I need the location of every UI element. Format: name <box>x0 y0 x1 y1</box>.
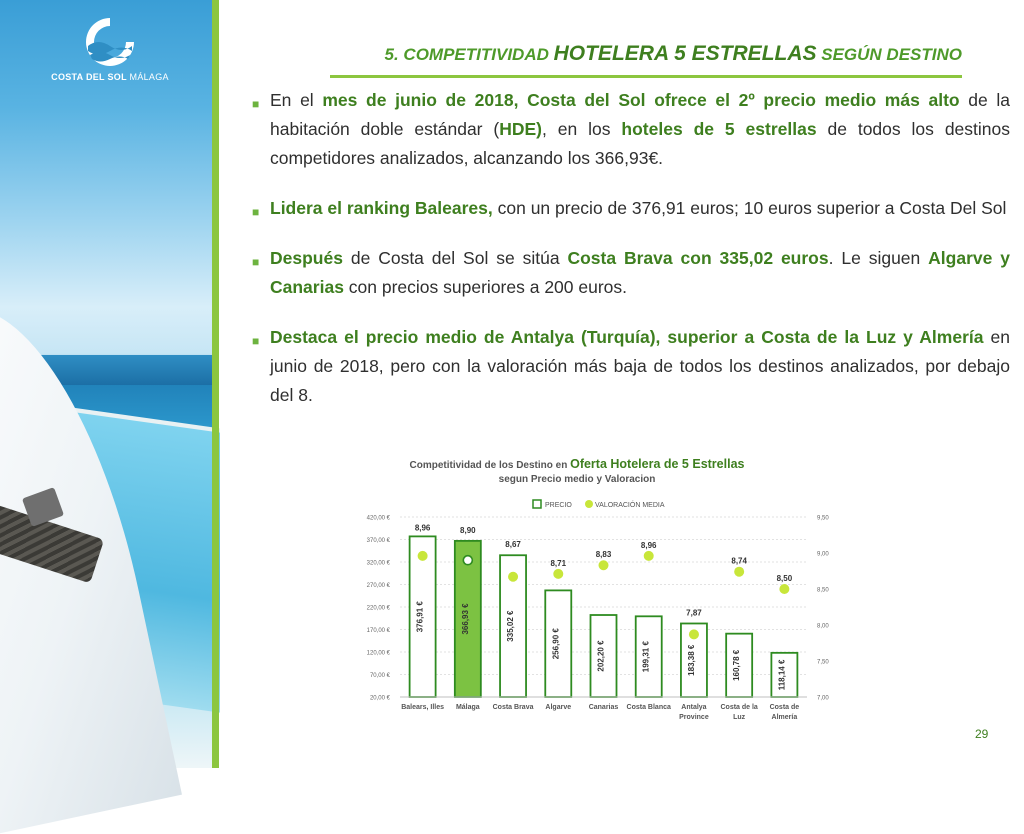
price-bar-label: 118,14 € <box>777 659 787 691</box>
x-axis-category-label: Canarias <box>588 704 619 711</box>
x-axis-category-label: Algarve <box>545 704 572 711</box>
bullet-item <box>250 244 1010 302</box>
y-left-tick-label: 270,00 € <box>366 583 390 589</box>
rating-label: 8,50 <box>776 574 793 583</box>
rating-marker <box>463 556 472 565</box>
brand-logo <box>40 16 180 82</box>
bullet-item <box>250 194 1010 223</box>
bullet-text: En el <box>270 90 323 110</box>
rating-marker <box>508 572 518 582</box>
bullet-text: Algarve y Canarias <box>270 248 1010 297</box>
price-bar-label: 366,93 € <box>460 603 470 635</box>
y-right-tick-label: 7,00 <box>817 695 829 702</box>
rating-marker <box>418 551 428 561</box>
bullet-text: Después <box>270 248 343 268</box>
rating-marker <box>779 584 789 594</box>
rating-label: 8,74 <box>731 556 747 566</box>
rating-label: 8,90 <box>460 525 476 535</box>
bullet-text: con precios superiores a 200 euros. <box>343 277 628 297</box>
chart-canvas <box>355 452 829 727</box>
bullet-text: mes de junio de 2018, Costa del Sol ofrece el 2º precio medio más alto <box>322 90 960 110</box>
y-left-tick-label: 70,00 € <box>369 673 390 679</box>
legend-swatch-precio <box>533 500 541 508</box>
y-left-tick-label: 120,00 € <box>366 650 390 657</box>
wave-logo-icon <box>82 16 138 68</box>
price-bar-label: 335,02 € <box>506 610 516 642</box>
chart-title-highlight: Oferta Hotelera de 5 Estrellas <box>570 457 745 471</box>
bullet-text: HDE) <box>499 119 543 139</box>
bullet-marker-icon: ■ <box>252 205 260 219</box>
chart-title <box>410 457 745 471</box>
chart-title-prefix: Competitividad de los Destino en <box>409 460 571 471</box>
price-bar-label: 202,20 € <box>596 640 606 672</box>
x-axis-category-label: Almería <box>771 714 798 721</box>
x-axis-category-label: Costa Brava <box>492 704 534 711</box>
y-right-tick-label: 8,00 <box>817 623 829 630</box>
rating-marker <box>734 567 744 577</box>
bullet-text: hoteles de 5 estrellas <box>621 119 817 139</box>
x-axis-category-label: Luz <box>733 714 746 721</box>
rating-label: 8,96 <box>414 523 431 533</box>
bullet-text: de Costa del Sol se sitúa <box>342 248 568 268</box>
x-axis-category-label: Antalya <box>681 704 707 711</box>
y-left-tick-label: 370,00 € <box>366 538 390 544</box>
legend-label-precio: PRECIO <box>545 502 572 509</box>
x-axis-category-label: Balears, Illes <box>401 704 445 711</box>
rating-label: 8,96 <box>640 540 657 550</box>
bullet-item <box>250 323 1010 410</box>
page-title: 5. COMPETITIVIDAD HOTELERA 5 ESTRELLAS SEGÚN DESTINO <box>384 42 962 65</box>
rating-label: 8,67 <box>505 540 521 550</box>
bullet-text: con un precio de 376,91 euros; 10 euros superior a Costa Del Sol <box>492 198 1007 218</box>
green-divider <box>212 0 219 768</box>
bullet-text: Costa Brava con 335,02 euros <box>567 248 829 268</box>
bullet-text: . Le siguen <box>828 248 929 268</box>
bullet-marker-icon: ■ <box>252 334 260 348</box>
y-right-tick-label: 9,00 <box>817 551 829 558</box>
bullet-marker-icon: ■ <box>252 97 260 111</box>
bullet-item <box>250 86 1010 173</box>
x-axis-category-label: Málaga <box>455 704 480 711</box>
title-underline <box>330 75 962 78</box>
rating-label: 8,83 <box>595 550 612 560</box>
price-bar-label: 256,90 € <box>551 628 561 660</box>
bullet-text: de la habitación doble estándar ( <box>270 90 1010 139</box>
bullet-text: , en los <box>542 119 622 139</box>
rating-label: 7,87 <box>686 608 702 618</box>
price-bar-label: 160,78 € <box>732 649 742 681</box>
bullet-text: Destaca el precio medio de Antalya (Turquía), superior a Costa de la Luz y Almería <box>270 327 984 347</box>
y-left-tick-label: 20,00 € <box>369 695 390 702</box>
rating-marker <box>599 560 609 570</box>
x-axis-category-label: Costa de la <box>720 704 758 711</box>
y-left-tick-label: 220,00 € <box>366 605 390 612</box>
price-bar-label: 376,91 € <box>415 601 425 633</box>
bullet-text: Lidera el ranking Baleares, <box>270 198 493 218</box>
y-left-tick-label: 420,00 € <box>366 515 390 522</box>
bullet-list <box>250 86 1010 431</box>
y-right-tick-label: 7,50 <box>817 659 829 666</box>
bullet-text: de todos los destinos competidores analizados, alcanzando los 366,93€. <box>270 119 1010 168</box>
price-bar-label: 199,31 € <box>641 641 651 673</box>
y-right-tick-label: 9,50 <box>817 515 829 522</box>
y-left-tick-label: 320,00 € <box>366 560 390 567</box>
legend-swatch-valoracion <box>585 500 593 508</box>
bullet-text: en junio de 2018, pero con la valoración más baja de todos los destinos analizados, por debajo del 8. <box>270 327 1011 405</box>
y-right-tick-label: 8,50 <box>817 587 829 594</box>
x-axis-category-label: Costa de <box>769 704 800 711</box>
chart-subtitle: segun Precio medio y Valoracion <box>498 474 656 485</box>
rating-marker <box>689 629 699 639</box>
price-rating-chart <box>355 452 829 727</box>
x-axis-category-label: Costa Blanca <box>626 704 671 711</box>
brand-name: COSTA DEL SOL MÁLAGA <box>51 72 169 82</box>
y-left-tick-label: 170,00 € <box>366 628 390 634</box>
rating-label: 8,71 <box>550 558 567 568</box>
legend-label-valoracion: VALORACIÓN MEDIA <box>595 502 665 509</box>
x-axis-category-label: Province <box>679 714 709 721</box>
rating-marker <box>553 569 563 579</box>
price-bar-label: 183,38 € <box>686 644 696 676</box>
rating-marker <box>644 551 654 561</box>
decorative-photo-panel <box>0 0 212 768</box>
bullet-marker-icon: ■ <box>252 255 260 269</box>
page-number: 29 <box>975 727 989 741</box>
